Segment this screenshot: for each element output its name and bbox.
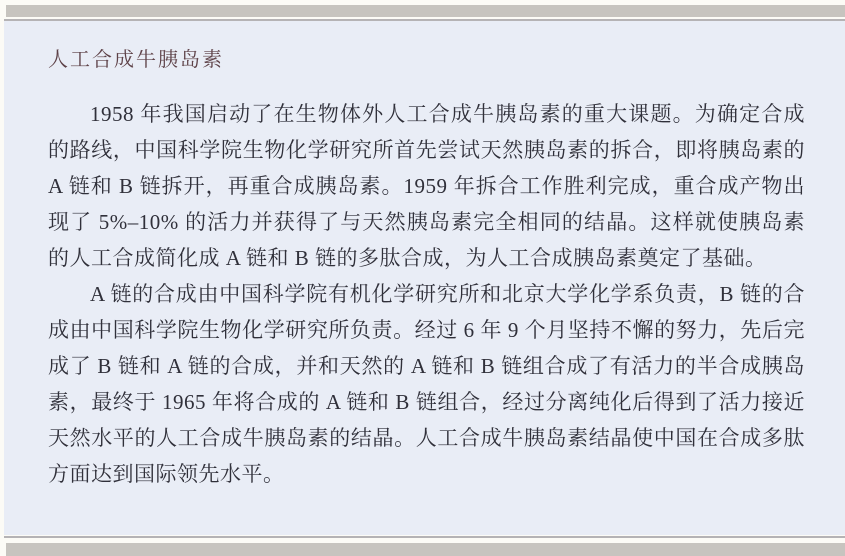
body-text bbox=[48, 96, 805, 492]
top-decor-band bbox=[6, 5, 845, 17]
page-title: 人工合成牛胰岛素 bbox=[48, 49, 224, 71]
content-panel bbox=[4, 21, 845, 535]
bottom-decor-band bbox=[6, 543, 845, 556]
bottom-rule-line bbox=[4, 536, 845, 538]
paragraph-1: 1958 年我国启动了在生物体外人工合成牛胰岛素的重大课题。为确定合成的路线，中国科学院生物化学研究所首先尝试天然胰岛素的拆合，即将胰岛素的 A 链和 B 链拆开，再重合成胰岛素。1959 年拆合工作胜利完成，重合成产物出现了 5%–10% 的活力并获得了与天然胰岛素完全相同的结晶。这样就使胰岛素的人工合成简化成 A 链和 B 链的多肽合成，为人工合成胰岛素奠定了基础。 bbox=[48, 102, 805, 270]
paragraph-2: A 链的合成由中国科学院有机化学研究所和北京大学化学系负责，B 链的合成由中国科学院生物化学研究所负责。经过 6 年 9 个月坚持不懈的努力，先后完成了 B 链和 A 链的合成，并和天然的 A 链和 B 链组合成了有活力的半合成胰岛素，最终于 1965 年将合成的 A 链和 B 链组合，经过分离纯化后得到了活力接近天然水平的人工合成牛胰岛素的结晶。人工合成牛胰岛素结晶使中国在合成多肽方面达到国际领先水平。 bbox=[48, 282, 805, 486]
